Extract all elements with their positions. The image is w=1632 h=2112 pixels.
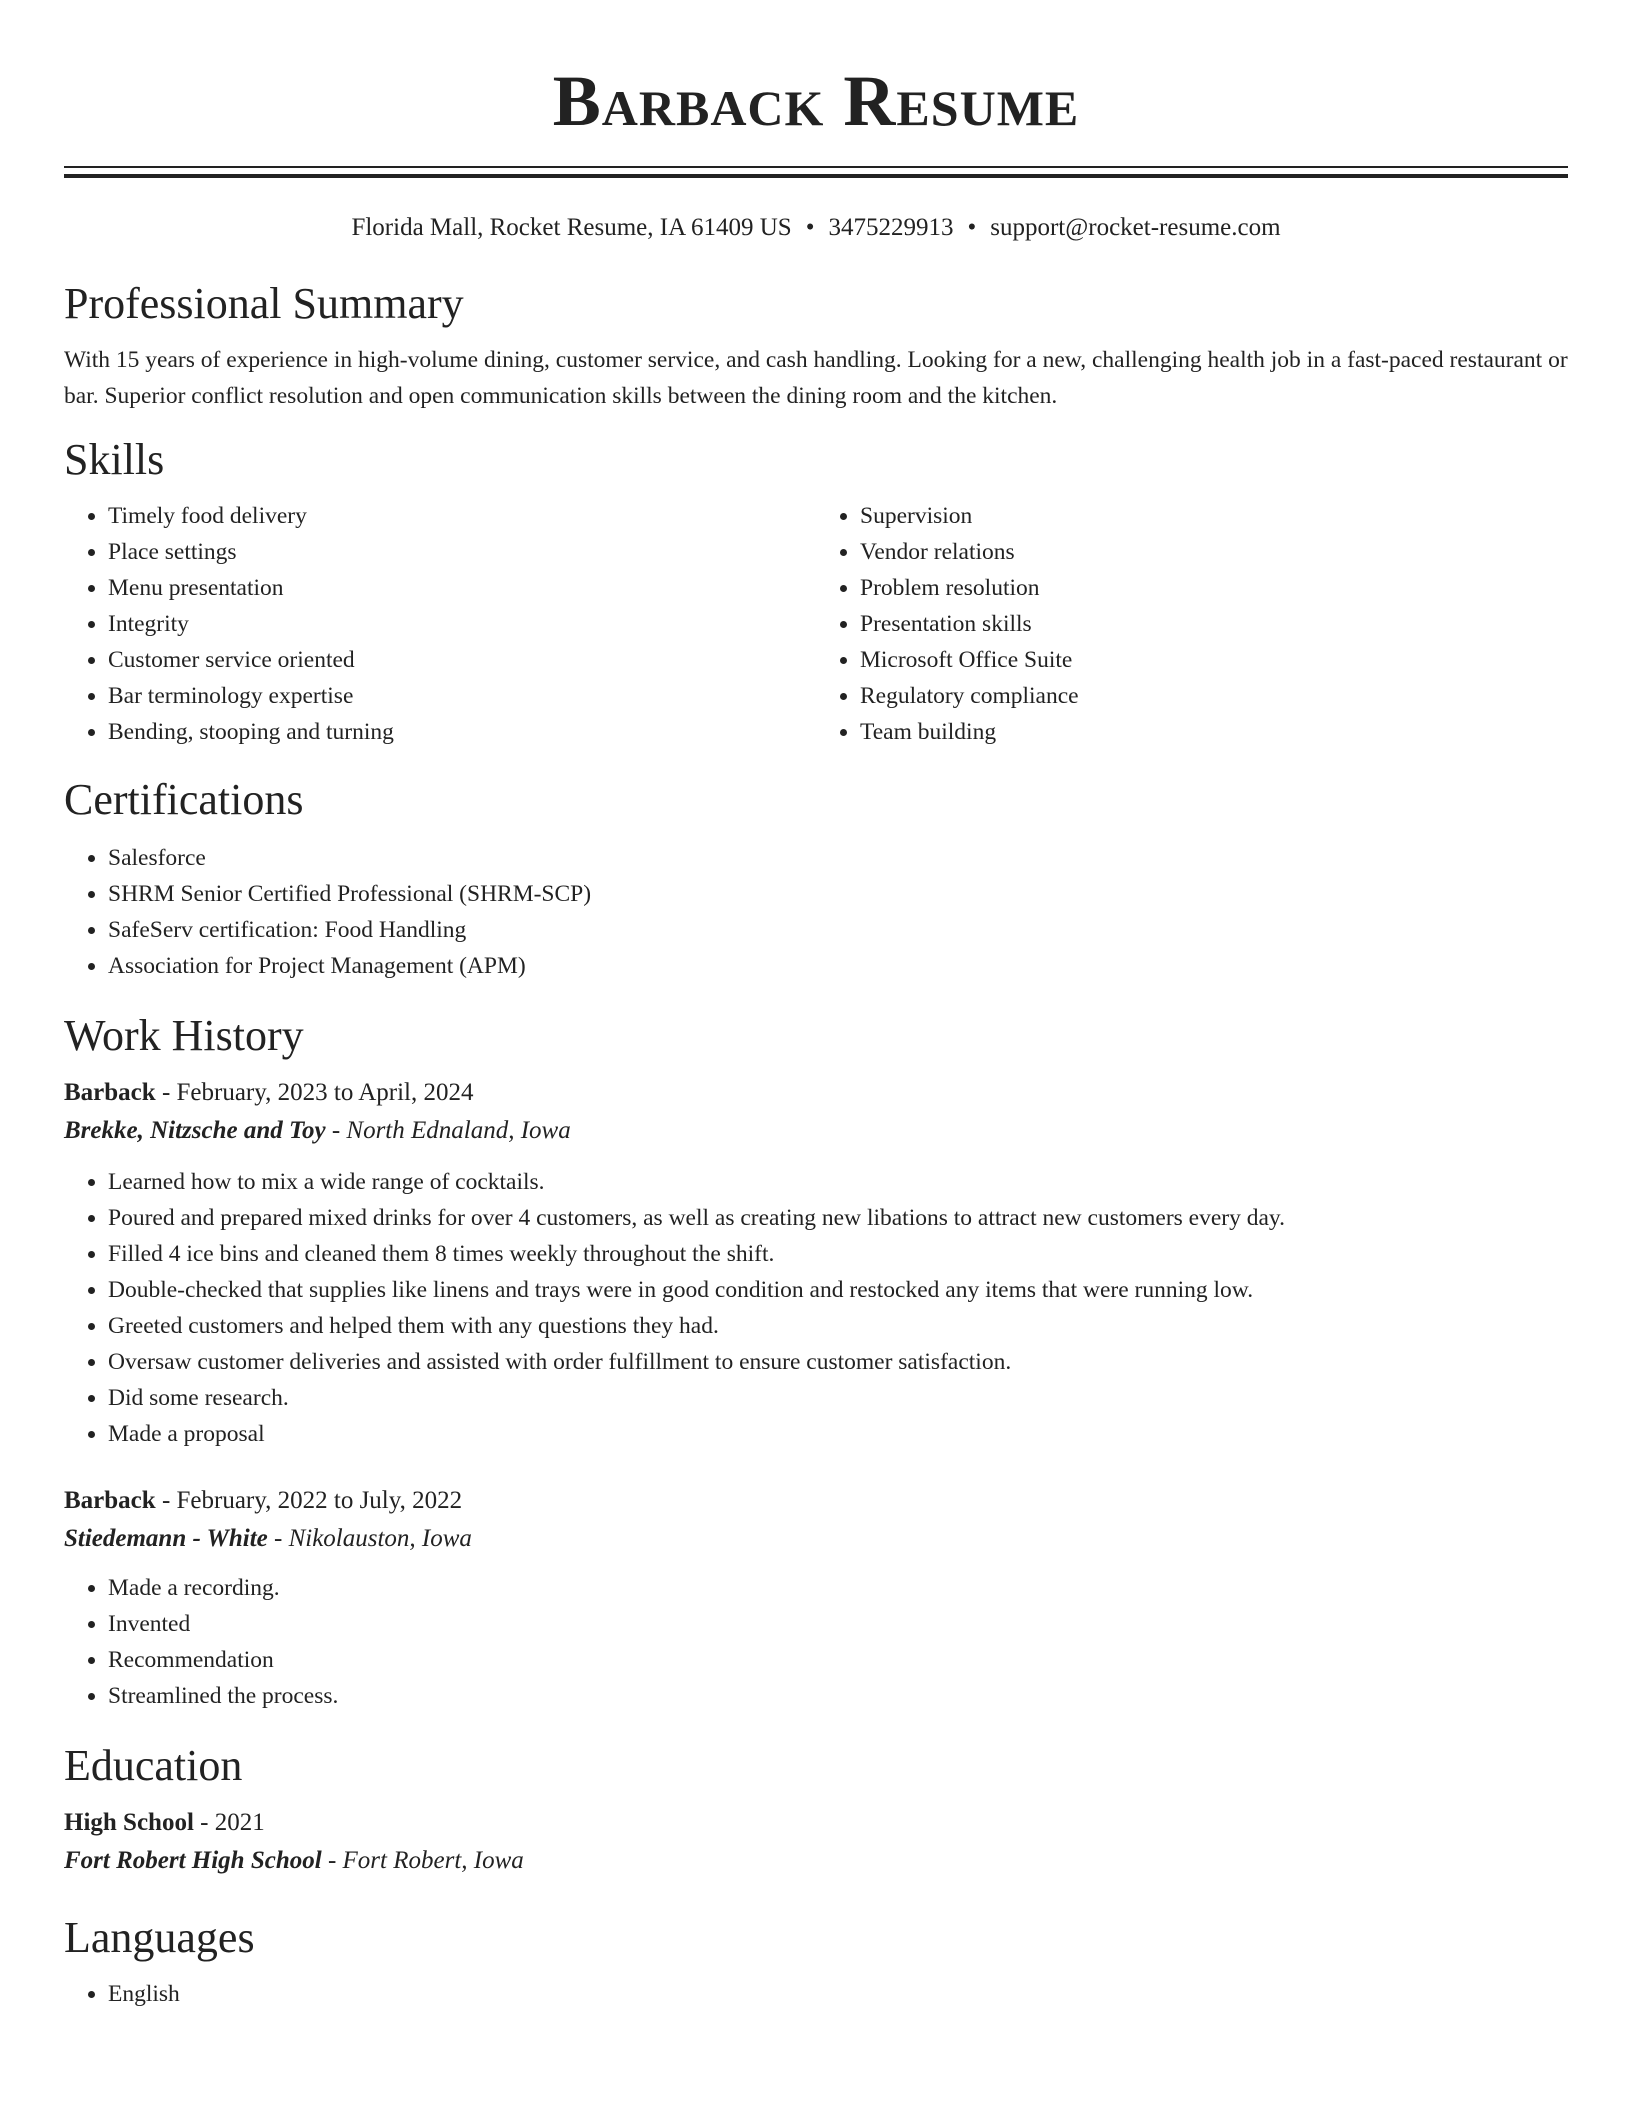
work-history-heading: Work History — [64, 1011, 304, 1060]
skill-item: • Regulatory compliance — [860, 678, 1568, 714]
skill-item: • Supervision — [860, 498, 1568, 534]
job-entry — [64, 1074, 1568, 1452]
job-title-line — [64, 1074, 1568, 1112]
skill-item: • Team building — [860, 714, 1568, 750]
skill-item: • Presentation skills — [860, 606, 1568, 642]
contact-email: support@rocket-resume.com — [990, 214, 1281, 241]
skill-item: • Bending, stooping and turning — [108, 714, 816, 750]
skill-item: • Bar terminology expertise — [108, 678, 816, 714]
certification-item: • SafeServ certification: Food Handling — [108, 912, 1568, 948]
education-school-line — [64, 1842, 1568, 1880]
certification-item: • Salesforce — [108, 840, 1568, 876]
job-bullet: • Recommendation — [108, 1642, 1568, 1678]
job-bullets — [64, 1570, 1568, 1714]
language-item: • English — [108, 1976, 1568, 2012]
job-company-line — [64, 1112, 1568, 1150]
job-dates: - February, 2023 to April, 2024 — [161, 1079, 474, 1106]
skill-item: • Place settings — [108, 534, 816, 570]
certifications-list — [64, 840, 1568, 984]
job-location: - Nikolauston, Iowa — [274, 1525, 472, 1552]
contact-separator: • — [967, 214, 977, 241]
title-double-rule — [64, 166, 1568, 178]
job-entry — [64, 1482, 1568, 1714]
job-bullet: • Filled 4 ice bins and cleaned them 8 times weekly throughout the shift. — [108, 1236, 1568, 1272]
languages-list — [64, 1976, 1568, 2012]
job-title-line — [64, 1482, 1568, 1520]
skill-item: • Microsoft Office Suite — [860, 642, 1568, 678]
skills-list-left — [64, 498, 816, 750]
contact-address: Florida Mall, Rocket Resume, IA 61409 US — [351, 214, 792, 241]
job-bullet: • Invented — [108, 1606, 1568, 1642]
job-location: - North Ednaland, Iowa — [331, 1117, 571, 1144]
skills-heading: Skills — [64, 435, 165, 484]
education-location: - Fort Robert, Iowa — [327, 1847, 524, 1874]
summary-text: With 15 years of experience in high-volume dining, customer service, and cash handling. Looking for a new, challenging health job in a fast-paced restaurant or bar. Superior conflict resolution and open communication skills between the dining room and the kitchen. — [64, 347, 1568, 409]
rule-thin — [64, 166, 1568, 168]
languages-heading: Languages — [64, 1913, 255, 1962]
certifications-section — [64, 774, 1568, 984]
summary-heading: Professional Summary — [64, 279, 464, 328]
job-bullet: • Greeted customers and helped them with any questions they had. — [108, 1308, 1568, 1344]
job-bullet: • Streamlined the process. — [108, 1678, 1568, 1714]
rule-thick — [64, 174, 1568, 178]
job-bullet: • Made a recording. — [108, 1570, 1568, 1606]
certifications-heading: Certifications — [64, 775, 304, 824]
job-bullet: • Learned how to mix a wide range of cocktails. — [108, 1164, 1568, 1200]
job-title: Barback — [64, 1079, 156, 1106]
contact-phone: 3475229913 — [828, 214, 954, 241]
job-title: Barback — [64, 1487, 156, 1514]
job-bullet: • Oversaw customer deliveries and assisted with order fulfillment to ensure customer satisfaction. — [108, 1344, 1568, 1380]
education-entry — [64, 1804, 1568, 1880]
skills-section — [64, 434, 1568, 750]
resume-title: Barback Resume — [552, 61, 1080, 141]
job-bullet: • Poured and prepared mixed drinks for over 4 customers, as well as creating new libations to attract new customers every day. — [108, 1200, 1568, 1236]
job-company: Stiedemann - White — [64, 1525, 268, 1552]
skill-item: • Customer service oriented — [108, 642, 816, 678]
skill-item: • Problem resolution — [860, 570, 1568, 606]
contact-line — [64, 212, 1568, 244]
work-history-section — [64, 1010, 1568, 1714]
skills-columns — [64, 498, 1568, 750]
job-company-line — [64, 1520, 1568, 1558]
skill-item: • Integrity — [108, 606, 816, 642]
education-degree-line — [64, 1804, 1568, 1842]
skill-item: • Menu presentation — [108, 570, 816, 606]
skill-item: • Vendor relations — [860, 534, 1568, 570]
education-heading: Education — [64, 1741, 243, 1790]
certification-item: • SHRM Senior Certified Professional (SHRM-SCP) — [108, 876, 1568, 912]
job-bullet: • Did some research. — [108, 1380, 1568, 1416]
languages-section — [64, 1912, 1568, 2012]
certification-item: • Association for Project Management (APM) — [108, 948, 1568, 984]
job-bullet: • Made a proposal — [108, 1416, 1568, 1452]
education-degree: High School — [64, 1809, 194, 1836]
education-year: - 2021 — [200, 1809, 265, 1836]
job-bullet: • Double-checked that supplies like linens and trays were in good condition and restocked any items that were running low. — [108, 1272, 1568, 1308]
skills-list-right — [816, 498, 1568, 750]
contact-separator: • — [805, 214, 815, 241]
education-section — [64, 1740, 1568, 1880]
job-dates: - February, 2022 to July, 2022 — [161, 1487, 463, 1514]
job-company: Brekke, Nitzsche and Toy — [64, 1117, 326, 1144]
summary-section — [64, 278, 1568, 414]
job-bullets — [64, 1164, 1568, 1452]
skill-item: • Timely food delivery — [108, 498, 816, 534]
education-school: Fort Robert High School — [64, 1847, 322, 1874]
